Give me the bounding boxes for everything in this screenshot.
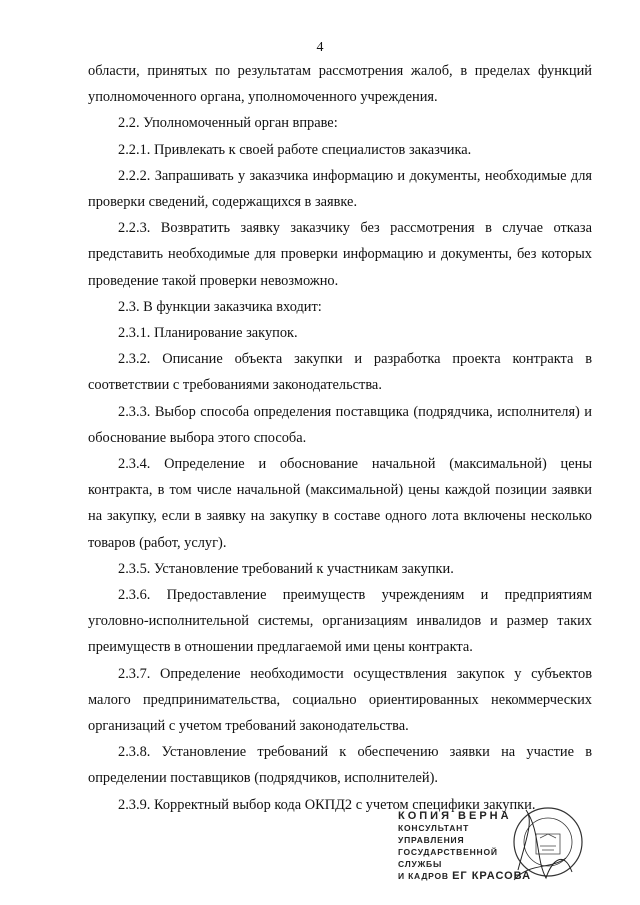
stamp-department-line: ГОСУДАРСТВЕННОЙ СЛУЖБЫ (398, 847, 498, 869)
paragraph: 2.3.4. Определение и обоснование начальной (максимальной) цены контракта, в том числе начальной (максимальной) цены каждой позиции заявки на закупку, если в заявку на закупку в составе одного лота включены несколько товаров (работ, услуг). (88, 456, 592, 551)
stamp-copy-line: КОПИЯ ВЕРНА (398, 810, 512, 822)
paragraph: 2.3.2. Описание объекта закупки и разработка проекта контракта в соответствии с требованиями законодательства. (88, 351, 592, 394)
paragraph: 2.2.1. Привлекать к своей работе специалистов заказчика. (118, 141, 472, 158)
paragraph: 2.2.2. Запрашивать у заказчика информацию и документы, необходимые для проверки сведений, содержащихся в заявке. (88, 167, 592, 211)
paragraph: 2.2.3. Возвратить заявку заказчику без рассмотрения в случае отказа представить необходимые для проверки информацию и документы, без которых проведение такой проверки невозможно. (88, 220, 592, 289)
stamp-signatory-name: ЕГ КРАСОВА (452, 870, 532, 882)
paragraph: 2.3.5. Установление требований к участникам закупки. (118, 560, 454, 577)
paragraph: 2.2. Уполномоченный орган вправе: (118, 115, 338, 132)
certification-stamp (398, 810, 598, 900)
stamp-department-line-2: И КАДРОВ (398, 871, 449, 881)
paragraph: 2.3.7. Определение необходимости осуществления закупок у субъектов малого предпринимательства, социально ориентированных некоммерческих организаций с учетом требований законодательства. (88, 665, 592, 735)
page-number: 4 (316, 40, 324, 55)
paragraph: 2.3.6. Предоставление преимуществ учреждениям и предприятиям уголовно-исполнительной системы, организациям инвалидов и размер таких преимуществ в отношении предлагаемой ими цены контракта. (88, 587, 592, 656)
paragraph: 2.3.3. Выбор способа определения поставщика (подрядчика, исполнителя) и обоснование выбора этого способа. (88, 403, 592, 446)
paragraph: 2.3. В функции заказчика входит: (118, 298, 322, 315)
paragraph: 2.3.1. Планирование закупок. (118, 325, 298, 342)
paragraph: 2.3.9. Корректный выбор кода ОКПД2 с учетом специфики закупки. (118, 796, 536, 813)
document-body (88, 58, 592, 818)
paragraph: 2.3.8. Установление требований к обеспечению заявки на участие в определении поставщиков (подрядчиков, исполнителей). (88, 744, 592, 787)
seal-icon (506, 800, 586, 890)
stamp-position-line: КОНСУЛЬТАНТ УПРАВЛЕНИЯ (398, 823, 470, 845)
paragraph: области, принятых по результатам рассмотрения жалоб, в пределах функций уполномоченного органа, уполномоченного учреждения. (88, 63, 592, 106)
